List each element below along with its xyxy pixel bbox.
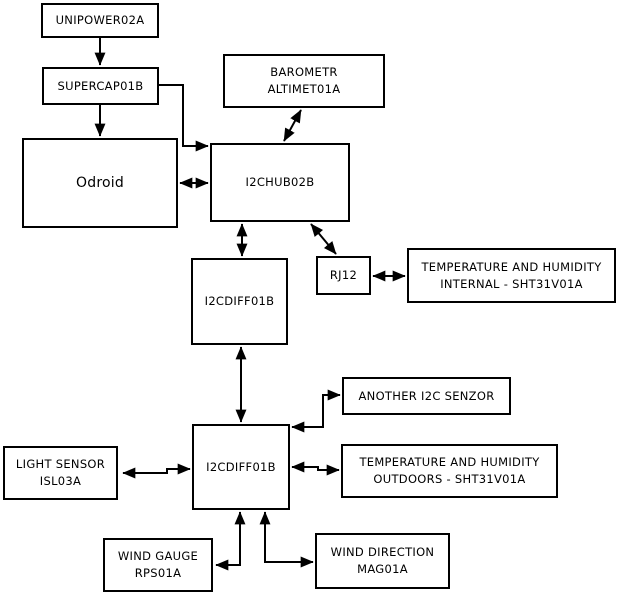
- node-i2cdiff01b-lower: [192, 424, 290, 510]
- node-barometr-altimet01a-label-line2: ALTIMET01A: [267, 82, 341, 96]
- connector-i2chub-rj12: [311, 224, 336, 254]
- connector-i2cdiff-lower-wind-gauge: [216, 512, 240, 565]
- connector-supercap-i2chub: [159, 85, 208, 146]
- node-supercap01b: [42, 67, 159, 105]
- node-temp-humidity-internal: [407, 248, 616, 303]
- node-supercap01b-label: SUPERCAP01B: [57, 78, 144, 93]
- node-wind-direction-mag01a-label-line2: MAG01A: [357, 562, 408, 576]
- node-light-sensor-isl03a: [3, 446, 118, 500]
- node-i2cdiff01b-lower-label: I2CDIFF01B: [206, 459, 276, 474]
- node-i2chub02b-label: I2CHUB02B: [245, 175, 315, 190]
- node-i2cdiff01b-upper-label: I2CDIFF01B: [204, 294, 275, 309]
- node-i2cdiff01b-upper: [191, 258, 288, 345]
- connector-barometr-i2chub: [284, 110, 301, 141]
- node-wind-direction-mag01a-label-line1: WIND DIRECTION: [330, 545, 435, 560]
- node-temp-humidity-internal-label-line2: INTERNAL - SHT31V01A: [440, 276, 583, 291]
- node-rj12: [316, 256, 371, 295]
- connector-i2cdiff-lower-another-sensor: [292, 395, 340, 427]
- node-light-sensor-isl03a-label-line2: ISL03A: [39, 474, 82, 488]
- node-rj12-label: RJ12: [329, 268, 358, 283]
- node-wind-gauge-rps01a-label-line1: WIND GAUGE: [117, 549, 199, 564]
- connector-i2cdiff-lower-wind-direction: [265, 512, 313, 562]
- node-odroid: [22, 138, 178, 228]
- node-barometr-altimet01a-label-line1: BAROMETR: [270, 65, 338, 80]
- node-temp-humidity-outdoors-label-line1: TEMPERATURE AND HUMIDITY: [359, 455, 540, 470]
- node-wind-gauge-rps01a-label-line2: RPS01A: [134, 566, 182, 580]
- connector-i2cdiff-lower-temp-outdoors: [292, 467, 339, 470]
- node-temp-humidity-outdoors-label-line2: OUTDOORS - SHT31V01A: [373, 472, 526, 486]
- node-temp-humidity-internal-label-line1: TEMPERATURE AND HUMIDITY: [421, 259, 602, 274]
- node-wind-direction-mag01a: [315, 533, 450, 589]
- node-unipower02a: [41, 3, 159, 38]
- node-wind-gauge-rps01a: [103, 538, 213, 592]
- node-i2chub02b: [210, 143, 350, 222]
- node-light-sensor-isl03a-label-line1: LIGHT SENSOR: [15, 457, 106, 472]
- node-odroid-label: Odroid: [76, 174, 124, 191]
- node-another-i2c-senzor-label: ANOTHER I2C SENZOR: [358, 388, 495, 403]
- node-unipower02a-label: UNIPOWER02A: [55, 13, 145, 28]
- node-another-i2c-senzor: [342, 377, 511, 415]
- node-temp-humidity-outdoors: [341, 444, 558, 498]
- node-barometr-altimet01a: [223, 54, 385, 108]
- connector-light-sensor-i2cdiff-lower: [123, 469, 190, 473]
